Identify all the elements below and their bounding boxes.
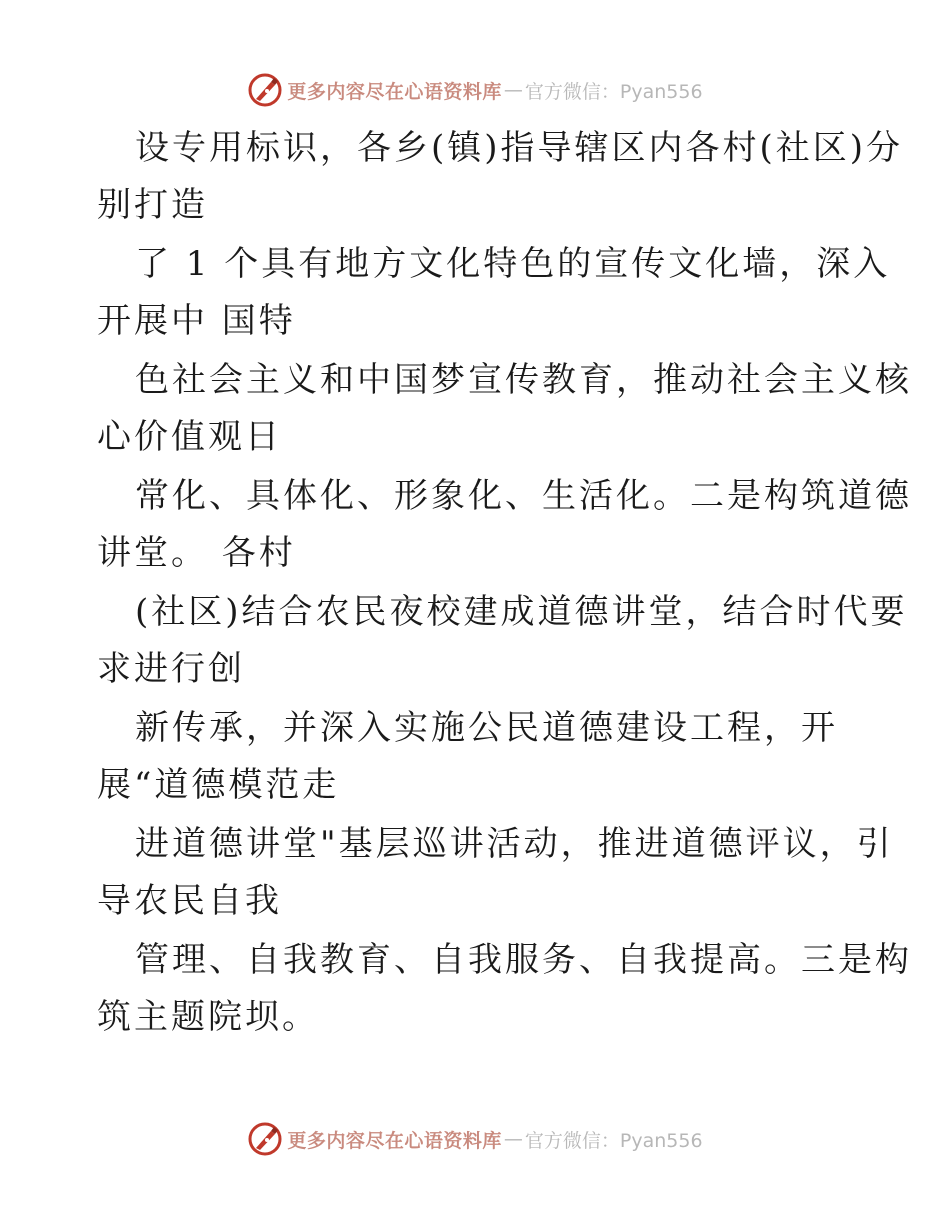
body-line: 心价值观日	[97, 417, 282, 457]
body-line: 常化、具体化、形象化、生活化。二是构筑道德	[135, 476, 912, 516]
body-line: 别打造	[97, 185, 208, 225]
watermark-dash: —	[503, 79, 523, 101]
body-line: 新传承，并深入实施公民道德建设工程，开	[135, 708, 838, 748]
body-line: 导农民自我	[97, 881, 282, 921]
watermark-official-text: 官方微信：Pyan556	[524, 80, 703, 103]
body-line: 展“道德模范走	[97, 765, 340, 805]
pen-logo-icon	[247, 1121, 283, 1157]
body-line: (社区)结合农民夜校建成道德讲堂，结合时代要	[135, 592, 908, 632]
watermark-main-text: 更多内容尽在心语资料库	[287, 1129, 502, 1152]
body-line: 了 1 个具有地方文化特色的宣传文化墙，深入	[135, 244, 891, 284]
body-line: 讲堂。 各村	[97, 533, 296, 573]
watermark-official-text: 官方微信：Pyan556	[524, 1129, 703, 1152]
body-line: 进道德讲堂"基层巡讲活动，推进道德评议，引	[135, 824, 894, 864]
body-line: 色社会主义和中国梦宣传教育，推动社会主义核	[135, 360, 912, 400]
watermark-dash: —	[503, 1128, 523, 1150]
body-line: 设专用标识，各乡(镇)指导辖区内各村(社区)分	[135, 128, 904, 168]
pen-logo-icon	[247, 72, 283, 108]
footer-watermark	[0, 1117, 950, 1161]
body-line: 管理、自我教育、自我服务、自我提高。三是构	[135, 940, 912, 980]
body-line: 筑主题院坝。	[97, 997, 319, 1037]
body-line: 求进行创	[97, 649, 245, 689]
body-line: 开展中 国特	[97, 301, 296, 341]
header-watermark	[0, 68, 950, 112]
watermark-main-text: 更多内容尽在心语资料库	[287, 80, 502, 103]
